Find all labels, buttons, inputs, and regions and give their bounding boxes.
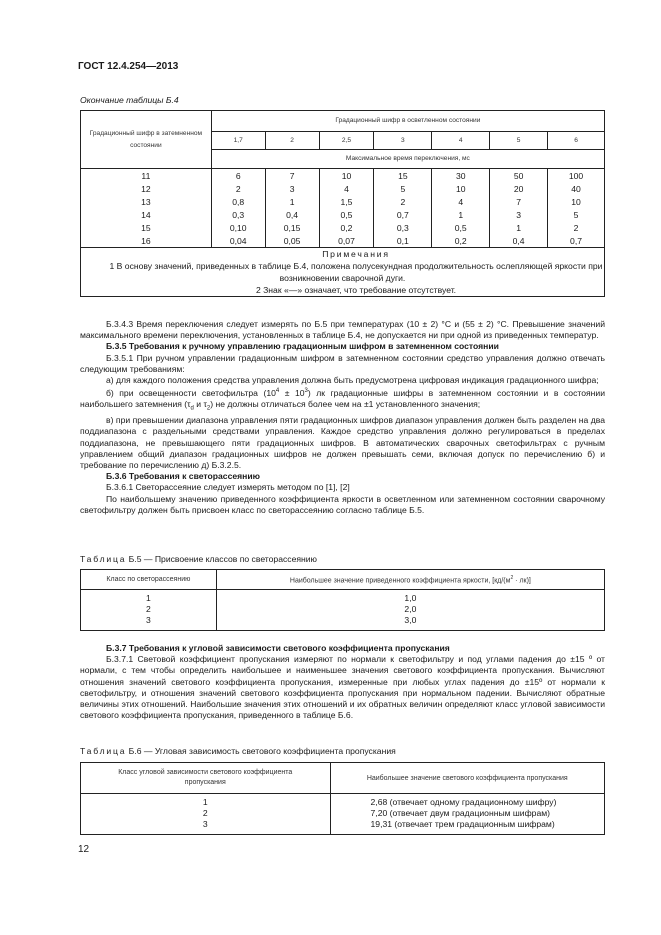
table5-col1-header: Класс по светорассеянию [81, 570, 217, 590]
time-value-cell: 0,4 [490, 234, 548, 248]
paragraph-v: в) при превышении диапазона управления пяти градационных шифров диапазон управления должен быть разделен на два поддиапазона с раздельными средствами управления. Каждое средство управления должно регулироваться в пределах поддиапазона, не превышающего пяти градационных шифров. В автоматических сварочных светофильтрах с ручным управлением общий диапазон градационных шифров не должен превышать семи, включая допуск по перечислению б) и требование по перечислению д) Б.3.2.5. [80, 415, 605, 471]
time-value-cell: 4 [432, 195, 490, 208]
table4-notes [81, 248, 605, 297]
table-b6 [80, 762, 605, 835]
dark-code-cell: 16 [81, 234, 212, 248]
notes-title: Примечания [322, 249, 390, 259]
light-code-cell: 4 [432, 132, 490, 150]
time-value-cell: 0,7 [374, 208, 432, 221]
note-1: 1 В основу значений, приведенных в таблице Б.4, положена полусекундная продолжительность ослепляющей яркости при возникновении сварочной дуги. [109, 261, 603, 283]
paragraph-b: б) при освещенности светофильтра $(10^4 \pm 10^3)$ лк градационные шифры в затемненном состоянии и в состоянии наибольшего затемнения ($\tau_d$ и $\tau_2$) не должны отличаться более чем на ±1 установленного значения; [80, 388, 606, 412]
time-value-cell: 0,05 [265, 234, 319, 248]
light-code-cell: 2,5 [319, 132, 374, 150]
time-value-cell: 7 [265, 169, 319, 183]
light-code-cell: 6 [548, 132, 605, 150]
time-value-cell: 1,5 [319, 195, 374, 208]
section-text-2 [80, 643, 605, 721]
table4-top-header: Градационный шифр в осветленном состоянии [211, 111, 604, 132]
table5-col2-header: Наибольшее значение приведенного коэффициента яркости, $[кд/(м^2 \cdot лк)]$ [216, 570, 604, 590]
time-value-cell: 3 [490, 208, 548, 221]
time-value-cell: 4 [319, 182, 374, 195]
table5-classes: 1 2 3 [81, 590, 217, 631]
table-row [81, 208, 605, 221]
dark-code-cell: 13 [81, 195, 212, 208]
time-value-cell: 1 [490, 221, 548, 234]
document-header: ГОСТ 12.4.254—2013 [78, 61, 179, 72]
time-value-cell: 0,7 [548, 234, 605, 248]
time-value-cell: 3 [265, 182, 319, 195]
time-value-cell: 10 [548, 195, 605, 208]
table6-caption: Таблица Б.6 — Угловая зависимость светового коэффициента пропускания [80, 746, 396, 756]
table-row [81, 169, 605, 183]
time-value-cell: 10 [432, 182, 490, 195]
time-value-cell: 7 [490, 195, 548, 208]
time-value-cell: 0,2 [319, 221, 374, 234]
time-value-cell: 2 [374, 195, 432, 208]
table-b4 [80, 110, 605, 297]
table4-left-header: Градационный шифр в затемненном состоянии [81, 111, 212, 169]
table-b5 [80, 569, 605, 631]
table6-col1-header: Класс угловой зависимости светового коэффициента пропускания [81, 763, 331, 794]
light-code-cell: 1,7 [211, 132, 265, 150]
table-row [81, 234, 605, 248]
paragraph-a: а) для каждого положения средства управления должна быть предусмотрена цифровая индикация градационного шифра; [106, 375, 599, 386]
paragraph-b371: Б.3.7.1 Световой коэффициент пропускания измеряют по нормали к светофильтру и под углами падения до ±15 º от нормали, с тем чтобы определить наибольшее и наименьшее значения светового коэффициента пропускания. Вычисляют отношения значений светового коэффициента пропускания, измеренные при любых углах падения до ±15º от нормали к светофильтру, и отношения значений светового коэффициента пропускания при нормальном падении. Вычисляют обратные величины этих отношений. Наибольшие значения этих отношений и их обратных величин определяют класс угловой зависимости светового коэффициента пропускания, приведенного в таблице Б.6. [80, 654, 605, 721]
heading-b36: Б.3.6 Требования к светорассеянию [106, 471, 260, 482]
time-value-cell: 100 [548, 169, 605, 183]
paragraph-b361b: По наибольшему значению приведенного коэффициента яркости в осветленном или затемненном состоянии сварочному светофильтру должен быть присвоен класс по светорассеянию согласно таблице Б.5. [80, 493, 605, 515]
table-row [81, 182, 605, 195]
time-value-cell: 1 [265, 195, 319, 208]
paragraph-b343: Б.3.4.3 Время переключения следует измерять по Б.5 при температурах (10 ± 2) °С и (55 ± 2) °С. Превышение значений максимального времени переключения, установленных в таблице Б.4, не допускается ни при одной из приведенных температур. [80, 319, 605, 341]
heading-b35: Б.3.5 Требования к ручному управлению градационным шифром в затемненном состоянии [106, 341, 499, 352]
time-value-cell: 0,5 [319, 208, 374, 221]
light-code-cell: 5 [490, 132, 548, 150]
time-value-cell: 10 [319, 169, 374, 183]
time-value-cell: 0,1 [374, 234, 432, 248]
time-value-cell: 0,3 [374, 221, 432, 234]
dark-code-cell: 15 [81, 221, 212, 234]
time-value-cell: 6 [211, 169, 265, 183]
dark-code-cell: 12 [81, 182, 212, 195]
light-code-cell: 3 [374, 132, 432, 150]
time-value-cell: 40 [548, 182, 605, 195]
table-row [81, 221, 605, 234]
light-code-cell: 2 [265, 132, 319, 150]
time-value-cell: 0,8 [211, 195, 265, 208]
time-value-cell: 5 [548, 208, 605, 221]
table6-classes: 1 2 3 [81, 794, 331, 835]
paragraph-b351: Б.3.5.1 При ручном управлении градационным шифром в затемненном состоянии средство управления должно отвечать следующим требованиям: [80, 352, 605, 374]
time-value-cell: 0,2 [432, 234, 490, 248]
table4-caption: Окончание таблицы Б.4 [80, 95, 179, 105]
table6-col2-header: Наибольшее значение светового коэффициента пропускания [330, 763, 604, 794]
time-value-cell: 0,4 [265, 208, 319, 221]
table4-sub-header: Максимальное время переключения, мс [211, 150, 604, 169]
page-number: 12 [78, 844, 90, 855]
dark-code-cell: 11 [81, 169, 212, 183]
time-value-cell: 0,10 [211, 221, 265, 234]
paragraph-b361: Б.3.6.1 Светорассеяние следует измерять методом по [1], [2] [106, 482, 350, 493]
section-text-1 [80, 319, 605, 516]
time-value-cell: 0,04 [211, 234, 265, 248]
time-value-cell: 1 [432, 208, 490, 221]
table6-values: 2,68 (отвечает одному градационному шифру) 7,20 (отвечает двум градационным шифрам) 19,31 (отвечает трем градационным шифрам) [330, 794, 604, 835]
note-2: 2 Знак «—» означает, что требование отсутствует. [255, 285, 457, 295]
time-value-cell: 0,15 [265, 221, 319, 234]
time-value-cell: 30 [432, 169, 490, 183]
table5-values: 1,0 2,0 3,0 [216, 590, 604, 631]
table5-caption: Таблица Б.5 — Присвоение классов по светорассеянию [80, 554, 318, 564]
time-value-cell: 0,5 [432, 221, 490, 234]
dark-code-cell: 14 [81, 208, 212, 221]
time-value-cell: 2 [548, 221, 605, 234]
time-value-cell: 50 [490, 169, 548, 183]
table-row [81, 195, 605, 208]
heading-b37: Б.3.7 Требования к угловой зависимости светового коэффициента пропускания [106, 643, 450, 653]
time-value-cell: 0,07 [319, 234, 374, 248]
time-value-cell: 2 [211, 182, 265, 195]
time-value-cell: 20 [490, 182, 548, 195]
time-value-cell: 0,3 [211, 208, 265, 221]
time-value-cell: 15 [374, 169, 432, 183]
time-value-cell: 5 [374, 182, 432, 195]
